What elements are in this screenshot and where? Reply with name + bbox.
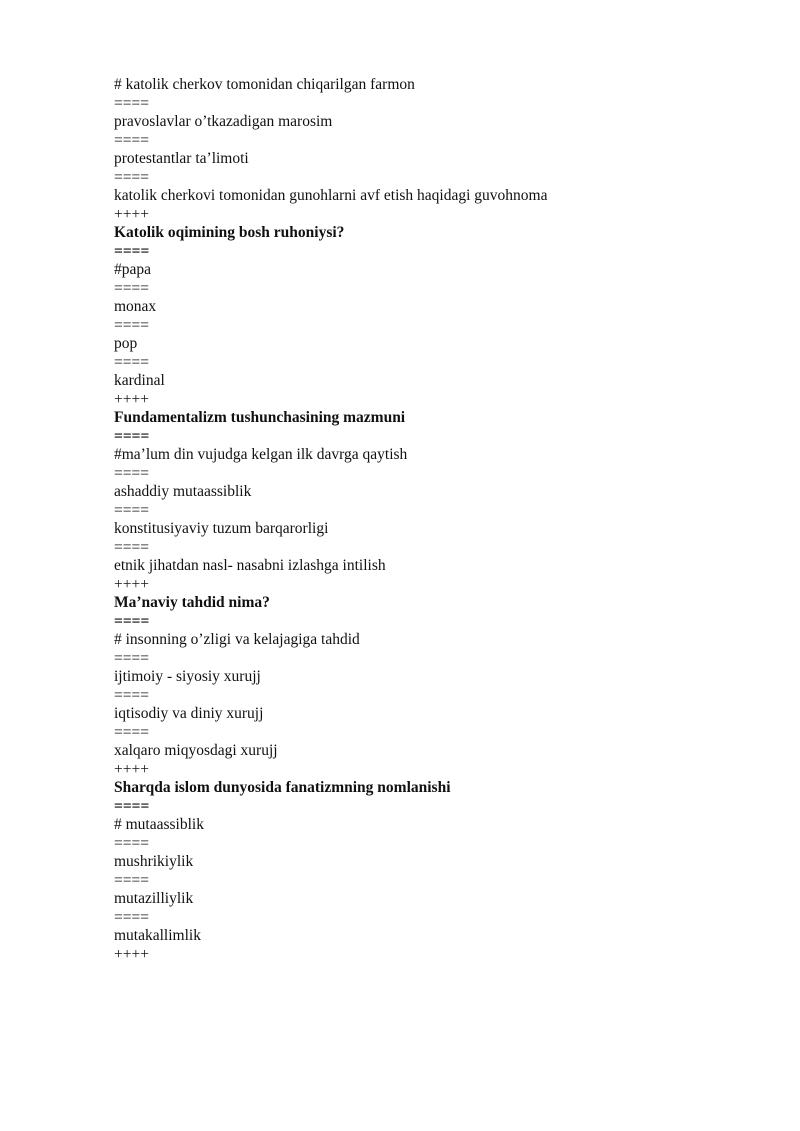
answer-option-text: katolik cherkovi tomonidan gunohlarni avf etish haqidagi guvohnoma (114, 187, 548, 204)
answer-option-text: konstitusiyaviy tuzum barqarorligi (114, 520, 329, 537)
answer-option-text: pop (114, 335, 138, 352)
answer-option-text: xalqaro miqyosdagi xurujj (114, 742, 278, 759)
option-separator: ==== (114, 723, 149, 741)
option-separator: ==== (114, 168, 149, 186)
answer-option-text: mushrikiylik (114, 853, 194, 870)
option-separator: ==== (114, 353, 149, 371)
option-separator: ==== (114, 612, 150, 630)
question-heading: Sharqda islom dunyosida fanatizmning nomlanishi (114, 779, 451, 796)
option-separator: ==== (114, 908, 149, 926)
answer-option-text: pravoslavlar o’tkazadigan marosim (114, 113, 333, 130)
option-separator: ==== (114, 834, 149, 852)
answer-option-text: iqtisodiy va diniy xurujj (114, 705, 264, 722)
question-heading: Fundamentalizm tushunchasining mazmuni (114, 409, 406, 426)
option-separator: ==== (114, 131, 149, 149)
option-separator: ==== (114, 797, 150, 815)
answer-option-text: #papa (114, 261, 152, 278)
answer-option-text: # insonning o’zligi va kelajagiga tahdid (114, 631, 360, 648)
option-separator: ==== (114, 538, 149, 556)
option-separator: ==== (114, 464, 149, 482)
answer-option-text: etnik jihatdan nasl- nasabni izlashga intilish (114, 557, 386, 574)
answer-option-text: # mutaassiblik (114, 816, 204, 833)
answer-option-text: mutakallimlik (114, 927, 201, 944)
answer-option-text: protestantlar ta’limoti (114, 150, 249, 167)
option-separator: ==== (114, 649, 149, 667)
answer-option-text: ijtimoiy - siyosiy xurujj (114, 668, 261, 685)
answer-option-text: mutazilliylik (114, 890, 194, 907)
answer-option-text: #ma’lum din vujudga kelgan ilk davrga qaytish (114, 446, 408, 463)
option-separator: ==== (114, 686, 149, 704)
question-separator: ++++ (114, 760, 149, 778)
option-separator: ==== (114, 427, 150, 445)
question-separator: ++++ (114, 205, 149, 223)
question-heading: Ma’naviy tahdid nima? (114, 594, 270, 611)
option-separator: ==== (114, 501, 149, 519)
answer-option-text: # katolik cherkov tomonidan chiqarilgan farmon (114, 76, 415, 93)
option-separator: ==== (114, 94, 149, 112)
question-heading: Katolik oqimining bosh ruhoniysi? (114, 224, 345, 241)
option-separator: ==== (114, 242, 150, 260)
question-separator: ++++ (114, 575, 149, 593)
answer-option-text: monax (114, 298, 157, 315)
answer-option-text: kardinal (114, 372, 165, 389)
document-body (114, 76, 754, 964)
option-separator: ==== (114, 871, 149, 889)
question-separator: ++++ (114, 390, 149, 408)
answer-option-text: ashaddiy mutaassiblik (114, 483, 252, 500)
question-separator: ++++ (114, 945, 149, 963)
option-separator: ==== (114, 316, 149, 334)
option-separator: ==== (114, 279, 149, 297)
